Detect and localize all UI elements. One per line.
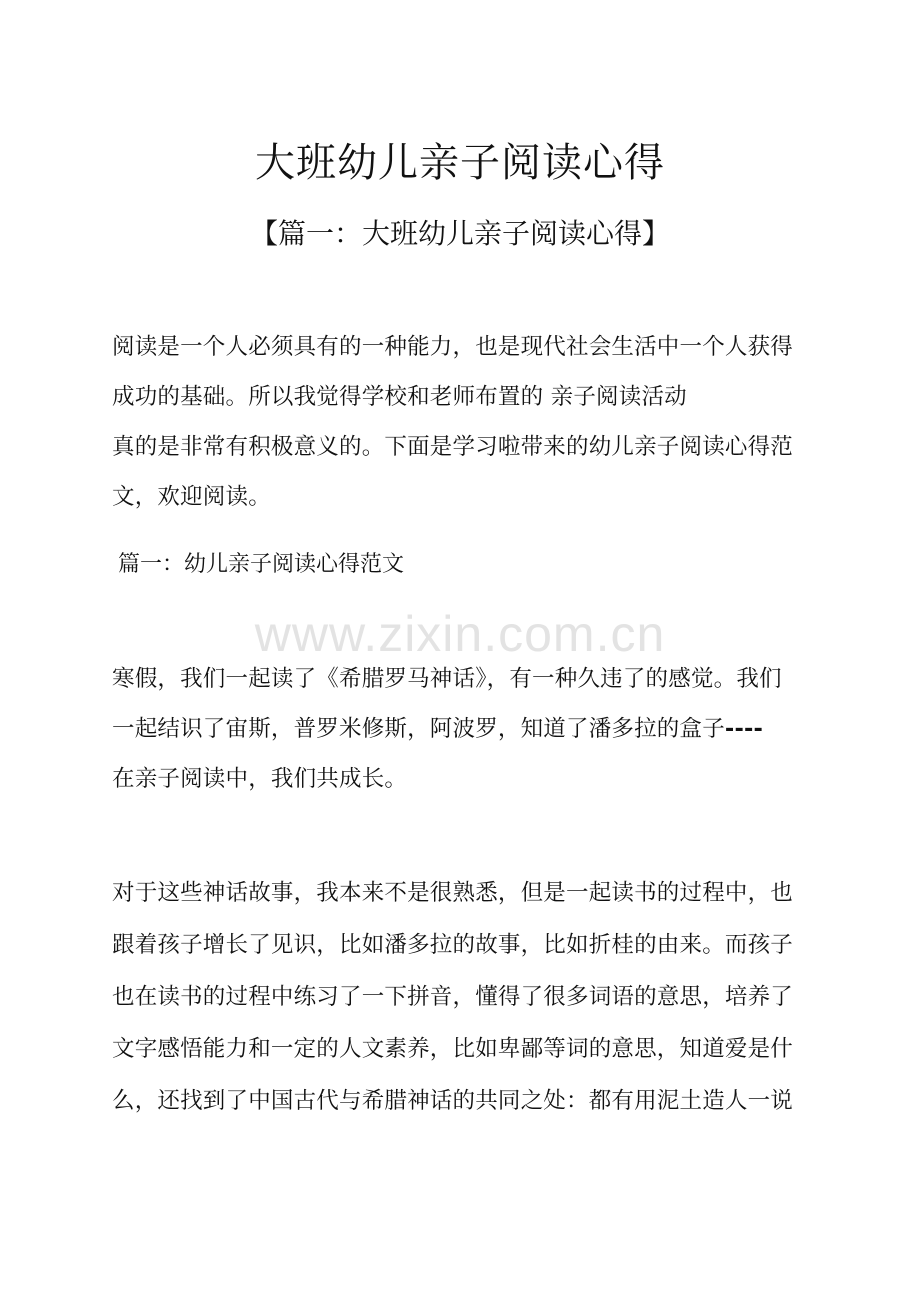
section-heading: 篇一：幼儿亲子阅读心得范文: [118, 552, 405, 577]
paragraph-line: 在亲子阅读中，我们共成长。: [112, 766, 408, 792]
document-title: 大班幼儿亲子阅读心得: [255, 139, 665, 186]
document-subtitle: 【篇一：大班幼儿亲子阅读心得】: [249, 217, 670, 250]
intro-line: 阅读是一个人必须具有的一种能力，也是现代社会生活中一个人获得: [112, 334, 794, 360]
paragraph-line: 么，还找到了中国古代与希腊神话的共同之处：都有用泥土造人一说: [112, 1088, 794, 1114]
paragraph-line: 对于这些神话故事，我本来不是很熟悉，但是一起读书的过程中，也: [112, 880, 794, 906]
paragraph-line: [112, 704, 812, 754]
dash-marker: ----: [724, 716, 764, 742]
paragraph-line: 跟着孩子增长了见识，比如潘多拉的故事，比如折桂的由来。而孩子: [112, 932, 794, 958]
watermark: www.zixin.com.cn: [254, 606, 666, 662]
intro-line: 真的是非常有积极意义的。下面是学习啦带来的幼儿亲子阅读心得范: [112, 434, 794, 460]
paragraph-line-text: 一起结识了宙斯，普罗米修斯，阿波罗，知道了潘多拉的盒子: [112, 716, 725, 742]
paragraph-1: [112, 654, 812, 804]
intro-line: 文，欢迎阅读。: [112, 484, 271, 510]
paragraph-line: 寒假，我们一起读了《希腊罗马神话》，有一种久违了的感觉。我们: [112, 666, 782, 692]
paragraph-2: [112, 868, 812, 1128]
paragraph-line: 也在读书的过程中练习了一下拼音，懂得了很多词语的意思，培养了: [112, 984, 794, 1010]
intro-line: 成功的基础。所以我觉得学校和老师布置的 亲子阅读活动: [112, 384, 687, 410]
intro-paragraph: [112, 322, 812, 522]
paragraph-line: 文字感悟能力和一定的人文素养，比如卑鄙等词的意思，知道爱是什: [112, 1036, 794, 1062]
